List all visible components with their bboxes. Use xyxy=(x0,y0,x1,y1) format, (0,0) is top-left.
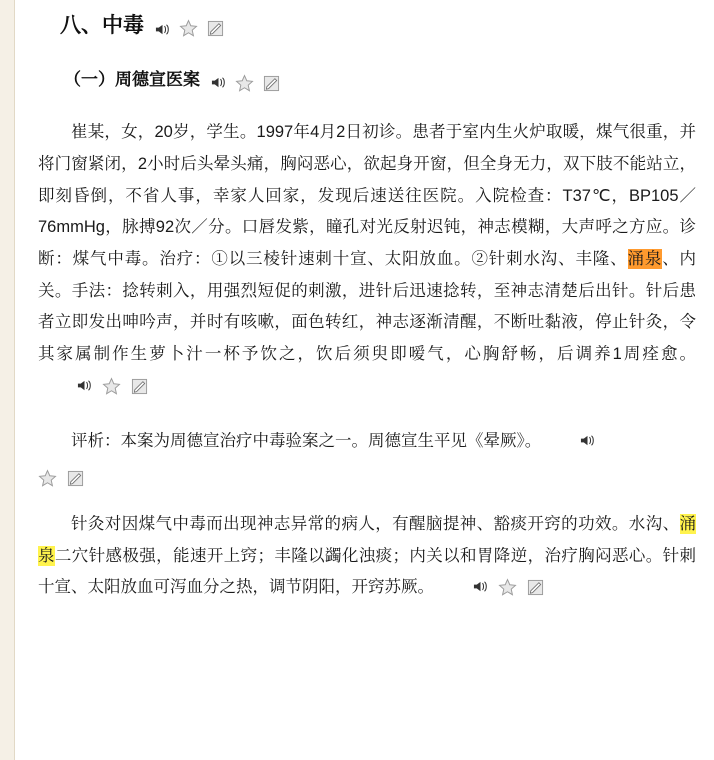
text-run: 评析：本案为周德宣治疗中毒验案之一。周德宣生平见《晕厥》。 xyxy=(71,432,542,451)
speaker-icon[interactable] xyxy=(155,20,170,35)
note-icon[interactable] xyxy=(494,579,511,596)
text-run: 、内关。手法：捻转刺入，用强烈短促的刺激，进针后迅速捻转，至神志清楚后出针。针后患者立即发出呻吟声，并时有咳嗽，面色转红，神志逐渐清醒，不断吐黏液，停止针灸，令其家属制作生萝卜汁一杯予饮之，饮后须臾即嗳气，心胸舒畅，后调养1周痊愈。 xyxy=(38,250,697,364)
text-run: 针灸对因煤气中毒而出现神志异常的病人，有醒脑提神、豁痰开窍的功效。水沟、 xyxy=(71,515,680,534)
text-run: 二穴针感极强，能速开上窍；丰隆以蠲化浊痰；内关以和胃降逆，治疗胸闷恶心。针刺十宣、太阳放血可泻血分之热，调节阴阳，开窍苏厥。 xyxy=(38,546,697,597)
commentary-icon-row xyxy=(38,466,696,485)
paragraph-case-record xyxy=(38,117,696,402)
section-title-text: 八、中毒 xyxy=(60,14,144,37)
speaker-icon[interactable] xyxy=(211,75,226,90)
paragraph-analysis xyxy=(38,509,696,604)
note-icon[interactable] xyxy=(67,470,84,487)
star-icon[interactable] xyxy=(38,469,57,488)
speaker-icon[interactable] xyxy=(547,433,562,448)
note-icon[interactable] xyxy=(207,20,224,37)
text-run: 崔某，女，20岁，学生。1997年4月2日初诊。患者于室内生火炉取暖，煤气很重，并将门窗紧闭，2小时后头晕头痛，胸闷恶心，欲起身开窗，但全身无力，双下肢不能站立，即刻昏倒，不省人事，幸家人回家，发现后速送往医院。入院检查：T37℃，BP105／76mmHg，脉搏92次／分。口唇发紫，瞳孔对光反射迟钝，神志模糊，大声呼之方应。诊断：煤气中毒。治疗：①以三棱针速刺十宣、太阳放血。②针刺水沟、丰隆、 xyxy=(38,123,696,269)
note-icon[interactable] xyxy=(98,378,115,395)
page-title xyxy=(60,12,696,39)
star-icon[interactable] xyxy=(69,377,88,396)
highlighted-term-yongquan[interactable]: 涌泉 xyxy=(38,515,696,565)
case-title-text: （一）周德宣医案 xyxy=(64,70,200,90)
highlighted-term-yongquan[interactable]: 涌泉 xyxy=(627,250,663,269)
case-title xyxy=(64,69,696,91)
speaker-icon[interactable] xyxy=(44,378,59,393)
page-margin-rule xyxy=(0,0,15,760)
case-title-icon-group xyxy=(211,71,280,90)
title-icon-group xyxy=(155,16,224,35)
note-icon[interactable] xyxy=(263,75,280,92)
paragraph-commentary xyxy=(38,426,696,458)
star-icon[interactable] xyxy=(465,578,484,597)
document-content xyxy=(14,0,714,628)
paragraph-icon-group xyxy=(44,374,115,393)
speaker-icon[interactable] xyxy=(440,579,455,594)
paragraph-icon-group xyxy=(547,431,562,446)
star-icon[interactable] xyxy=(179,19,198,38)
star-icon[interactable] xyxy=(235,74,254,93)
paragraph-icon-group xyxy=(440,575,511,594)
